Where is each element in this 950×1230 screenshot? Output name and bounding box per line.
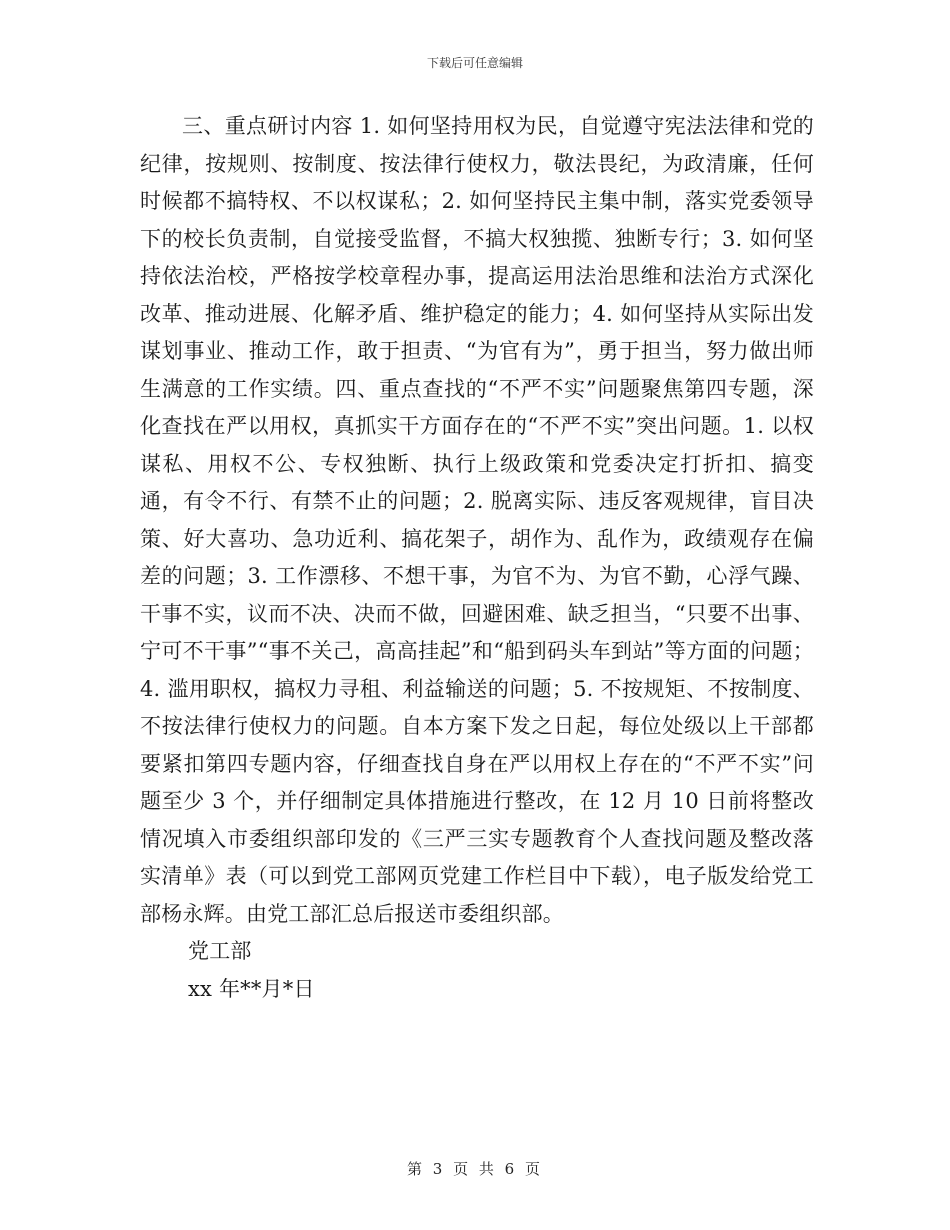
page-header: 下载后可任意编辑 <box>426 56 523 70</box>
main-paragraph: 三、重点研讨内容 1. 如何坚持用权为民，自觉遵守宪法法律和党的纪律，按规则、按制度、按法律行使权力，敬法畏纪，为政清廉，任何时候都不搞特权、不以权谋私；2. 如何坚持民主集中制，落实党委领导下的校长负责制，自觉接受监督，不搞大权独揽、独断专行；3. 如何坚持依法治校，严格按学校章程办事，提高运用法治思维和法治方式深化改革、推动进展、化解矛盾、维护稳定的能力；4. 如何坚持从实际出发谋划事业、推动工作，敢于担责、“为官有为”，勇于担当，努力做出师生满意的工作实绩。四、重点查找的“不严不实”问题聚焦第四专题，深化查找在严以用权，真抓实干方面存在的“不严不实”突出问题。1. 以权谋私、用权不公、专权独断、执行上级政策和党委决定打折扣、搞变通，有令不行、有禁不止的问题；2. 脱离实际、违反客观规律，盲目决策、好大喜功、急功近利、搞花架子，胡作为、乱作为，政绩观存在偏差的问题；3. 工作漂移、不想干事，为官不为、为官不勤，心浮气躁、干事不实，议而不决、决而不做，回避困难、缺乏担当，“只要不出事、宁可不干事”“事不关己，高高挂起”和“船到码头车到站”等方面的问题；4. 滥用职权，搞权力寻租、利益输送的问题；5. 不按规矩、不按制度、不按法律行使权力的问题。自本方案下发之日起，每位处级以上干部都要紧扣第四专题内容，仔细查找自身在严以用权上存在的“不严不实”问题至少 3 个，并仔细制定具体措施进行整改，在 12 月 10 日前将整改情况填入市委组织部印发的《三严三实专题教育个人查找问题及整改落实清单》表（可以到党工部网页党建工作栏目中下载），电子版发给党工部杨永辉。由党工部汇总后报送市委组织部。 <box>140 114 814 926</box>
page-footer: 第 3 页 共 6 页 <box>407 1160 543 1178</box>
signature-date: xx 年**月*日 <box>188 976 315 1001</box>
signature-department: 党工部 <box>188 939 252 963</box>
document-body <box>140 108 814 1008</box>
